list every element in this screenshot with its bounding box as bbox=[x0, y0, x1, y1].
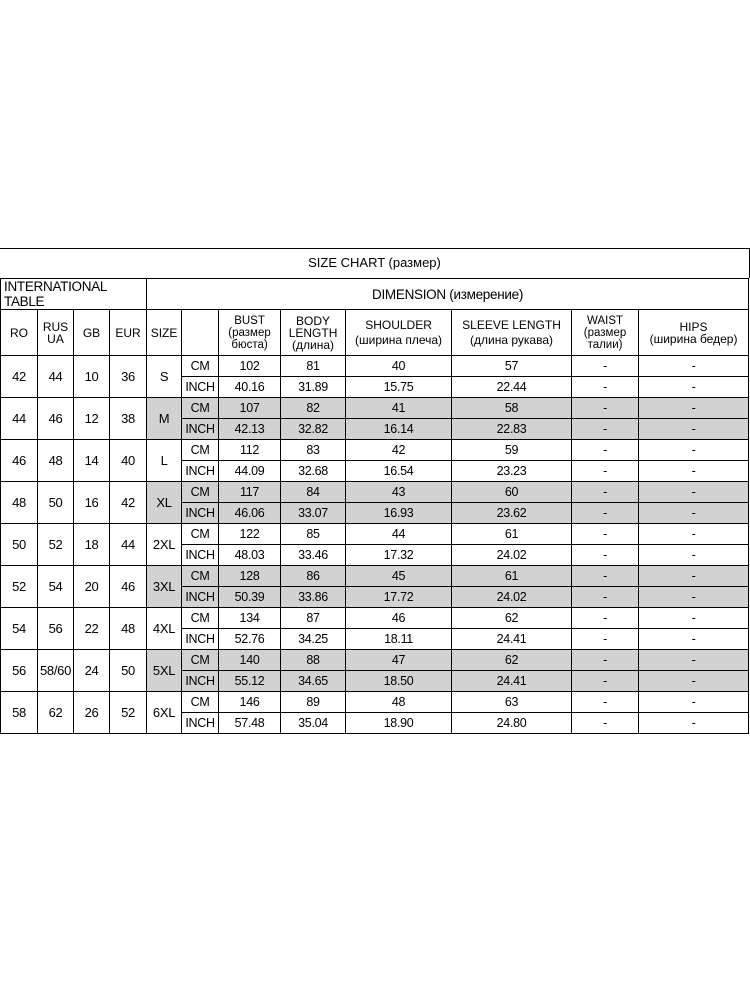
cell-hips: - bbox=[639, 608, 749, 629]
cell-size: 4XL bbox=[147, 608, 182, 650]
cell-waist: - bbox=[572, 440, 639, 461]
column-header-row bbox=[1, 310, 749, 356]
cell-rus-ua: 52 bbox=[38, 524, 74, 566]
cell-bust: 128 bbox=[219, 566, 281, 587]
chart-title: SIZE CHART (размер) bbox=[0, 248, 750, 278]
cell-size: XL bbox=[147, 482, 182, 524]
cell-ro: 56 bbox=[1, 650, 38, 692]
cell-hips: - bbox=[639, 629, 749, 650]
cell-waist: - bbox=[572, 377, 639, 398]
cell-hips: - bbox=[639, 692, 749, 713]
cell-bust: 146 bbox=[219, 692, 281, 713]
col-bust: BUST (размер бюста) bbox=[219, 310, 281, 356]
cell-sleeve-length: 60 bbox=[452, 482, 572, 503]
header-row bbox=[1, 279, 749, 310]
col-eur: EUR bbox=[110, 310, 147, 356]
cell-waist: - bbox=[572, 524, 639, 545]
cell-unit: CM bbox=[182, 440, 219, 461]
cell-hips: - bbox=[639, 482, 749, 503]
cell-shoulder: 44 bbox=[346, 524, 452, 545]
cell-sleeve-length: 22.83 bbox=[452, 419, 572, 440]
cell-body-length: 32.82 bbox=[281, 419, 346, 440]
cell-hips: - bbox=[639, 440, 749, 461]
cell-waist: - bbox=[572, 566, 639, 587]
cell-unit: INCH bbox=[182, 713, 219, 734]
cell-sleeve-length: 22.44 bbox=[452, 377, 572, 398]
cell-bust: 50.39 bbox=[219, 587, 281, 608]
cell-bust: 44.09 bbox=[219, 461, 281, 482]
cell-gb: 14 bbox=[74, 440, 110, 482]
table-row bbox=[1, 440, 749, 461]
cell-gb: 26 bbox=[74, 692, 110, 734]
cell-shoulder: 16.54 bbox=[346, 461, 452, 482]
cell-body-length: 89 bbox=[281, 692, 346, 713]
cell-rus-ua: 46 bbox=[38, 398, 74, 440]
cell-bust: 102 bbox=[219, 356, 281, 377]
col-size: SIZE bbox=[147, 310, 182, 356]
cell-bust: 134 bbox=[219, 608, 281, 629]
cell-unit: CM bbox=[182, 608, 219, 629]
cell-sleeve-length: 63 bbox=[452, 692, 572, 713]
cell-shoulder: 41 bbox=[346, 398, 452, 419]
cell-body-length: 33.86 bbox=[281, 587, 346, 608]
cell-bust: 55.12 bbox=[219, 671, 281, 692]
col-rus-ua: RUS UA bbox=[38, 310, 74, 356]
cell-hips: - bbox=[639, 545, 749, 566]
cell-hips: - bbox=[639, 356, 749, 377]
cell-body-length: 84 bbox=[281, 482, 346, 503]
cell-hips: - bbox=[639, 377, 749, 398]
cell-eur: 36 bbox=[110, 356, 147, 398]
cell-size: S bbox=[147, 356, 182, 398]
cell-size: 2XL bbox=[147, 524, 182, 566]
cell-shoulder: 46 bbox=[346, 608, 452, 629]
cell-eur: 44 bbox=[110, 524, 147, 566]
cell-shoulder: 45 bbox=[346, 566, 452, 587]
cell-body-length: 86 bbox=[281, 566, 346, 587]
cell-waist: - bbox=[572, 482, 639, 503]
cell-hips: - bbox=[639, 419, 749, 440]
cell-waist: - bbox=[572, 692, 639, 713]
cell-bust: 48.03 bbox=[219, 545, 281, 566]
cell-eur: 48 bbox=[110, 608, 147, 650]
cell-gb: 12 bbox=[74, 398, 110, 440]
cell-bust: 42.13 bbox=[219, 419, 281, 440]
cell-unit: CM bbox=[182, 524, 219, 545]
cell-body-length: 83 bbox=[281, 440, 346, 461]
cell-body-length: 88 bbox=[281, 650, 346, 671]
cell-body-length: 32.68 bbox=[281, 461, 346, 482]
col-sleeve-length: SLEEVE LENGTH (длина рукава) bbox=[452, 310, 572, 356]
cell-unit: CM bbox=[182, 566, 219, 587]
cell-size: L bbox=[147, 440, 182, 482]
cell-eur: 42 bbox=[110, 482, 147, 524]
cell-waist: - bbox=[572, 608, 639, 629]
cell-unit: INCH bbox=[182, 503, 219, 524]
cell-unit: INCH bbox=[182, 461, 219, 482]
cell-waist: - bbox=[572, 629, 639, 650]
cell-hips: - bbox=[639, 524, 749, 545]
table-row bbox=[1, 566, 749, 587]
cell-shoulder: 40 bbox=[346, 356, 452, 377]
cell-eur: 46 bbox=[110, 566, 147, 608]
cell-bust: 122 bbox=[219, 524, 281, 545]
cell-waist: - bbox=[572, 545, 639, 566]
cell-rus-ua: 50 bbox=[38, 482, 74, 524]
cell-unit: INCH bbox=[182, 629, 219, 650]
cell-hips: - bbox=[639, 566, 749, 587]
cell-shoulder: 16.14 bbox=[346, 419, 452, 440]
cell-rus-ua: 56 bbox=[38, 608, 74, 650]
cell-ro: 54 bbox=[1, 608, 38, 650]
cell-unit: INCH bbox=[182, 587, 219, 608]
table-row bbox=[1, 398, 749, 419]
cell-rus-ua: 48 bbox=[38, 440, 74, 482]
cell-size: M bbox=[147, 398, 182, 440]
cell-ro: 52 bbox=[1, 566, 38, 608]
cell-body-length: 34.65 bbox=[281, 671, 346, 692]
col-ro: RO bbox=[1, 310, 38, 356]
cell-sleeve-length: 24.02 bbox=[452, 545, 572, 566]
cell-body-length: 82 bbox=[281, 398, 346, 419]
col-gb: GB bbox=[74, 310, 110, 356]
cell-eur: 52 bbox=[110, 692, 147, 734]
cell-body-length: 34.25 bbox=[281, 629, 346, 650]
table-row bbox=[1, 524, 749, 545]
cell-unit: CM bbox=[182, 692, 219, 713]
cell-size: 3XL bbox=[147, 566, 182, 608]
cell-hips: - bbox=[639, 503, 749, 524]
table-row bbox=[1, 650, 749, 671]
cell-bust: 57.48 bbox=[219, 713, 281, 734]
cell-sleeve-length: 24.80 bbox=[452, 713, 572, 734]
cell-bust: 112 bbox=[219, 440, 281, 461]
cell-unit: INCH bbox=[182, 419, 219, 440]
cell-hips: - bbox=[639, 713, 749, 734]
cell-bust: 40.16 bbox=[219, 377, 281, 398]
col-body-length: BODY LENGTH (длина) bbox=[281, 310, 346, 356]
cell-body-length: 87 bbox=[281, 608, 346, 629]
cell-waist: - bbox=[572, 650, 639, 671]
cell-bust: 140 bbox=[219, 650, 281, 671]
cell-hips: - bbox=[639, 671, 749, 692]
cell-ro: 50 bbox=[1, 524, 38, 566]
cell-sleeve-length: 61 bbox=[452, 566, 572, 587]
cell-gb: 16 bbox=[74, 482, 110, 524]
cell-unit: CM bbox=[182, 398, 219, 419]
table-row bbox=[1, 356, 749, 377]
cell-shoulder: 18.11 bbox=[346, 629, 452, 650]
cell-body-length: 31.89 bbox=[281, 377, 346, 398]
cell-waist: - bbox=[572, 503, 639, 524]
cell-sleeve-length: 23.23 bbox=[452, 461, 572, 482]
cell-unit: INCH bbox=[182, 671, 219, 692]
cell-bust: 107 bbox=[219, 398, 281, 419]
cell-gb: 10 bbox=[74, 356, 110, 398]
cell-ro: 42 bbox=[1, 356, 38, 398]
cell-sleeve-length: 59 bbox=[452, 440, 572, 461]
cell-shoulder: 16.93 bbox=[346, 503, 452, 524]
cell-shoulder: 47 bbox=[346, 650, 452, 671]
table-row bbox=[1, 482, 749, 503]
cell-shoulder: 18.50 bbox=[346, 671, 452, 692]
cell-eur: 38 bbox=[110, 398, 147, 440]
cell-waist: - bbox=[572, 398, 639, 419]
cell-size: 5XL bbox=[147, 650, 182, 692]
cell-hips: - bbox=[639, 587, 749, 608]
cell-eur: 50 bbox=[110, 650, 147, 692]
table-row bbox=[1, 608, 749, 629]
cell-waist: - bbox=[572, 671, 639, 692]
cell-shoulder: 15.75 bbox=[346, 377, 452, 398]
cell-sleeve-length: 24.02 bbox=[452, 587, 572, 608]
size-chart bbox=[0, 248, 750, 734]
cell-shoulder: 17.72 bbox=[346, 587, 452, 608]
cell-hips: - bbox=[639, 398, 749, 419]
cell-shoulder: 48 bbox=[346, 692, 452, 713]
cell-ro: 48 bbox=[1, 482, 38, 524]
cell-ro: 44 bbox=[1, 398, 38, 440]
cell-unit: INCH bbox=[182, 377, 219, 398]
cell-hips: - bbox=[639, 650, 749, 671]
cell-size: 6XL bbox=[147, 692, 182, 734]
cell-body-length: 33.46 bbox=[281, 545, 346, 566]
table-row bbox=[1, 692, 749, 713]
cell-rus-ua: 54 bbox=[38, 566, 74, 608]
international-table-header: INTERNATIONAL TABLE bbox=[1, 279, 147, 310]
cell-waist: - bbox=[572, 419, 639, 440]
cell-bust: 117 bbox=[219, 482, 281, 503]
cell-unit: CM bbox=[182, 356, 219, 377]
cell-rus-ua: 58/60 bbox=[38, 650, 74, 692]
cell-hips: - bbox=[639, 461, 749, 482]
col-waist: WAIST (размер талии) bbox=[572, 310, 639, 356]
cell-body-length: 81 bbox=[281, 356, 346, 377]
cell-shoulder: 43 bbox=[346, 482, 452, 503]
cell-shoulder: 17.32 bbox=[346, 545, 452, 566]
col-shoulder: SHOULDER (ширина плеча) bbox=[346, 310, 452, 356]
cell-body-length: 35.04 bbox=[281, 713, 346, 734]
cell-sleeve-length: 58 bbox=[452, 398, 572, 419]
cell-ro: 58 bbox=[1, 692, 38, 734]
col-unit bbox=[182, 310, 219, 356]
cell-gb: 18 bbox=[74, 524, 110, 566]
cell-body-length: 33.07 bbox=[281, 503, 346, 524]
cell-sleeve-length: 62 bbox=[452, 650, 572, 671]
cell-rus-ua: 62 bbox=[38, 692, 74, 734]
cell-body-length: 85 bbox=[281, 524, 346, 545]
cell-waist: - bbox=[572, 461, 639, 482]
cell-sleeve-length: 23.62 bbox=[452, 503, 572, 524]
cell-sleeve-length: 61 bbox=[452, 524, 572, 545]
cell-bust: 46.06 bbox=[219, 503, 281, 524]
cell-unit: INCH bbox=[182, 545, 219, 566]
size-table bbox=[0, 278, 749, 734]
cell-gb: 20 bbox=[74, 566, 110, 608]
cell-waist: - bbox=[572, 356, 639, 377]
cell-gb: 24 bbox=[74, 650, 110, 692]
cell-shoulder: 18.90 bbox=[346, 713, 452, 734]
cell-rus-ua: 44 bbox=[38, 356, 74, 398]
cell-sleeve-length: 57 bbox=[452, 356, 572, 377]
cell-unit: CM bbox=[182, 482, 219, 503]
cell-waist: - bbox=[572, 713, 639, 734]
cell-sleeve-length: 62 bbox=[452, 608, 572, 629]
cell-gb: 22 bbox=[74, 608, 110, 650]
cell-sleeve-length: 24.41 bbox=[452, 671, 572, 692]
cell-ro: 46 bbox=[1, 440, 38, 482]
cell-sleeve-length: 24.41 bbox=[452, 629, 572, 650]
cell-bust: 52.76 bbox=[219, 629, 281, 650]
cell-unit: CM bbox=[182, 650, 219, 671]
col-hips: HIPS (ширина бедер) bbox=[639, 310, 749, 356]
cell-waist: - bbox=[572, 587, 639, 608]
dimension-header: DIMENSION (измерение) bbox=[147, 279, 749, 310]
cell-eur: 40 bbox=[110, 440, 147, 482]
cell-shoulder: 42 bbox=[346, 440, 452, 461]
